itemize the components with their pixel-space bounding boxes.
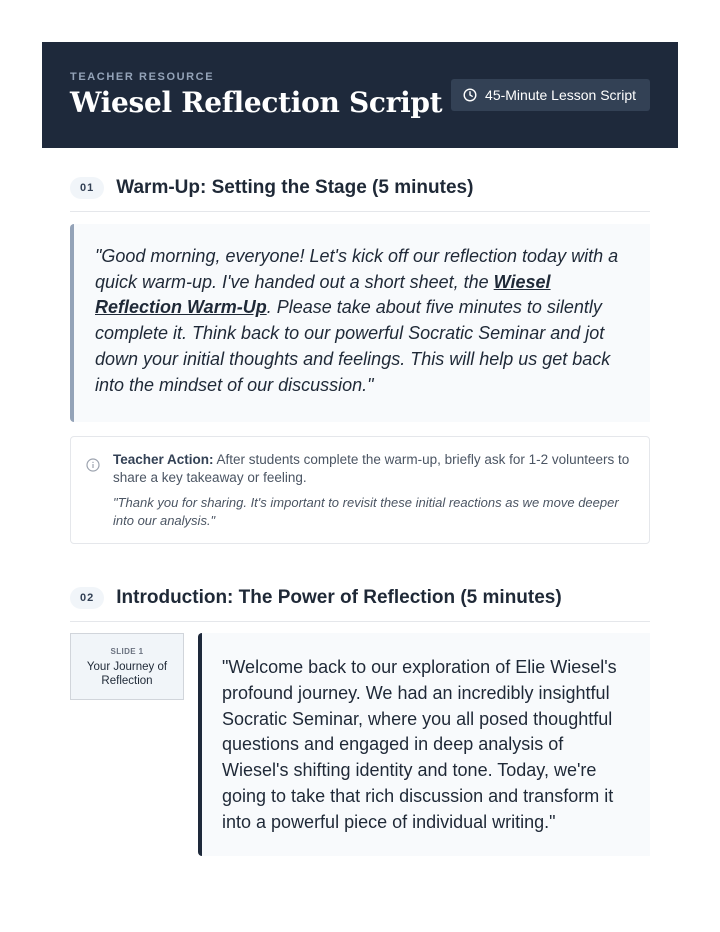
badge-label: 45-Minute Lesson Script	[485, 87, 636, 103]
lesson-length-badge	[451, 79, 650, 111]
teacher-action-quote: "Thank you for sharing. It's important to revisit these initial reactions as we move deeper into our analysis."	[113, 495, 619, 528]
page-title: Wiesel Reflection Script	[70, 86, 443, 119]
resource-eyebrow: TEACHER RESOURCE	[70, 71, 215, 83]
teacher-action-text: Teacher Action: After students complete the warm-up, briefly ask for 1-2 volunteers to share a key takeaway or feeling.	[113, 452, 630, 485]
section-number: 02	[70, 587, 104, 609]
page-header	[42, 42, 678, 148]
teacher-action-note	[70, 436, 650, 544]
introduction-script-quote: "Welcome back to our exploration of Elie Wiesel's profound journey. We had an incredibly insightful Socratic Seminar, where you all posed thoughtful questions and engaged in deep analysis of Wiesel's shifting identity and tone. Today, we're going to take that rich discussion and transform it into a powerful piece of individual writing."	[198, 633, 650, 856]
section-title: Warm-Up: Setting the Stage (5 minutes)	[116, 177, 474, 198]
slide-title: Your Journey of Reflection	[86, 661, 168, 687]
teacher-action-label: Teacher Action:	[113, 452, 214, 467]
slide-number: SLIDE 1	[110, 647, 144, 656]
section-introduction-header	[70, 580, 650, 622]
warm-up-sheet-name: Wiesel Reflection Warm-Up	[95, 271, 551, 318]
section-warm-up-header	[70, 170, 650, 212]
info-icon	[85, 457, 101, 478]
slide-reference-card	[70, 633, 184, 700]
section-title: Introduction: The Power of Reflection (5 minutes)	[116, 587, 562, 608]
clock-icon	[463, 88, 477, 102]
section-number: 01	[70, 177, 104, 199]
warm-up-script-quote: "Good morning, everyone! Let's kick off our reflection today with a quick warm-up. I've handed out a short sheet, the Wiesel Reflection Warm-Up. Please take about five minutes to silently complete it. Think back to our powerful Socratic Seminar and jot down your initial thoughts and feelings. This will help us get back into the mindset of our discussion."	[70, 224, 650, 422]
